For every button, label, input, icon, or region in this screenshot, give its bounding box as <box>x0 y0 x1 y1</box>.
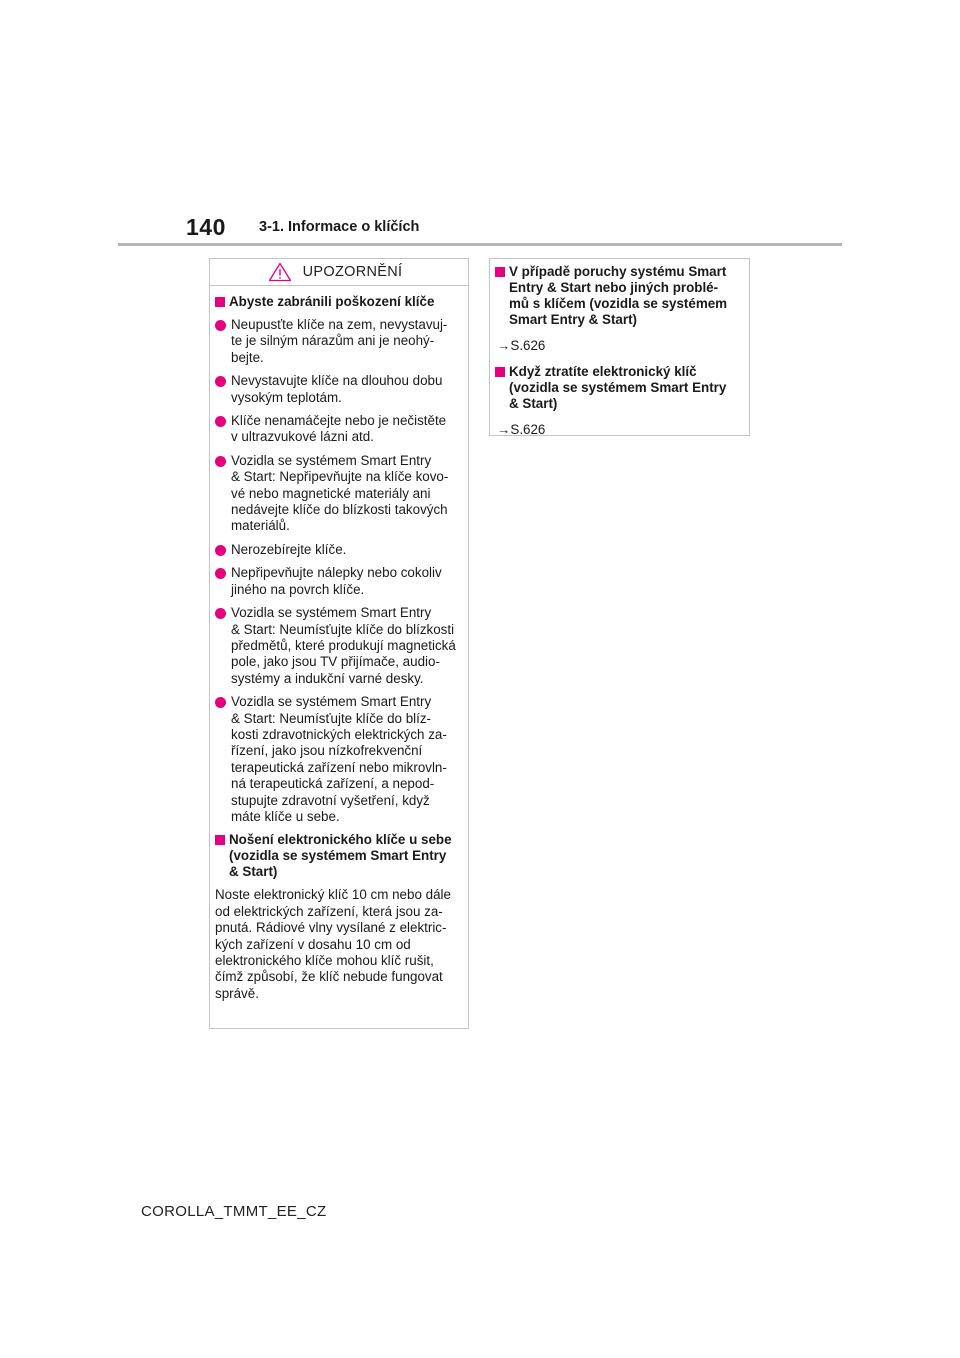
page-reference[interactable]: →S.626 <box>497 422 546 437</box>
bullet-line: řízení, jako jsou nízkofrekvenční <box>231 743 423 759</box>
bullet-line: Nerozebírejte klíče. <box>231 541 347 557</box>
bullet-line: ná terapeutická zařízení, a nepod- <box>231 776 435 792</box>
header-rule <box>118 243 842 246</box>
square-bullet-icon <box>495 267 505 277</box>
info-box <box>489 258 750 436</box>
heading-line: mů s klíčem (vozidla se systémem <box>509 296 728 311</box>
bullet-line: vé nebo magnetické materiály ani <box>231 485 431 501</box>
heading-line: Entry & Start nebo jiných problé- <box>509 280 719 295</box>
bullet-line: Vozidla se systémem Smart Entry <box>231 452 432 468</box>
bullet-line: pole, jako jsou TV přijímače, audio- <box>231 654 440 670</box>
info-heading <box>495 364 743 412</box>
caution-bullet <box>215 373 462 406</box>
caution-bullet <box>215 453 462 535</box>
bullet-line: vysokým teplotám. <box>231 389 342 405</box>
caution-box <box>209 258 469 1029</box>
heading-line: & Start) <box>229 864 278 880</box>
heading-line: (vozidla se systémem Smart Entry <box>229 848 447 864</box>
bullet-line: předmětů, které produkují magnetická <box>231 637 456 653</box>
paragraph-line: Noste elektronický klíč 10 cm nebo dále <box>215 887 451 903</box>
bullet-line: & Start: Neumísťujte klíče do blíz- <box>231 710 432 726</box>
paragraph-line: elektronického klíče mohou klíč rušit, <box>215 953 434 968</box>
circle-bullet-icon <box>215 456 226 467</box>
bullet-line: Vozidla se systémem Smart Entry <box>231 694 432 710</box>
caution-bullet <box>215 317 462 366</box>
bullet-line: terapeutická zařízení nebo mikrovln- <box>231 759 447 775</box>
bullet-line: v ultrazvukové lázni atd. <box>231 429 374 445</box>
warning-triangle-icon <box>268 262 292 282</box>
paragraph <box>215 887 462 1002</box>
paragraph-line: od elektrických zařízení, která jsou za- <box>215 903 443 919</box>
caution-bullet <box>215 565 462 598</box>
caution-bullet <box>215 413 462 446</box>
page-reference[interactable]: →S.626 <box>497 338 546 353</box>
bullet-line: Nepřipevňujte nálepky nebo cokoliv <box>231 565 442 581</box>
bullet-line: Nevystavujte klíče na dlouhou dobu <box>231 373 443 389</box>
bullet-line: materiálů. <box>231 518 290 534</box>
heading-line: (vozidla se systémem Smart Entry <box>509 380 727 395</box>
circle-bullet-icon <box>215 376 226 387</box>
heading-line: & Start) <box>509 396 558 411</box>
section-heading <box>215 294 462 310</box>
bullet-line: nedávejte klíče do blízkosti takových <box>231 502 448 518</box>
caution-header <box>210 259 468 286</box>
info-heading <box>495 264 743 328</box>
square-bullet-icon <box>215 835 225 845</box>
square-bullet-icon <box>495 367 505 377</box>
heading-line: Nošení elektronického klíče u sebe <box>229 832 452 848</box>
heading-line: Když ztratíte elektronický klíč <box>509 364 697 379</box>
bullet-line: jiného na povrch klíče. <box>231 581 365 597</box>
heading-lines <box>509 264 743 328</box>
bullet-line: & Start: Neumísťujte klíče do blízkosti <box>231 621 455 637</box>
bullet-line: stupujte zdravotní vyšetření, když <box>231 792 430 808</box>
document-code: COROLLA_TMMT_EE_CZ <box>141 1203 327 1220</box>
page-number: 140 <box>186 214 226 240</box>
circle-bullet-icon <box>215 568 226 579</box>
bullet-line: Neupusťte klíče na zem, nevystavuj- <box>231 317 448 332</box>
heading-line: Smart Entry & Start) <box>509 312 637 327</box>
bullet-line: & Start: Nepřipevňujte na klíče kovo- <box>231 469 449 485</box>
heading-lines <box>509 364 743 412</box>
bullet-line: systémy a indukční varné desky. <box>231 670 424 686</box>
paragraph-line: kých zařízení v dosahu 10 cm od <box>215 936 411 952</box>
square-bullet-icon <box>215 297 225 307</box>
caution-bullet <box>215 605 462 687</box>
paragraph-line: pnutá. Rádiové vlny vysílané z elektric- <box>215 920 447 936</box>
circle-bullet-icon <box>215 608 226 619</box>
bullet-line: máte klíče u sebe. <box>231 808 340 824</box>
circle-bullet-icon <box>215 545 226 556</box>
bullet-line: te je silným nárazům ani je neohý- <box>231 333 435 349</box>
caution-bullet <box>215 694 462 825</box>
section-heading <box>215 832 462 880</box>
bullet-line: Vozidla se systémem Smart Entry <box>231 605 432 621</box>
bullet-line: bejte. <box>231 349 264 365</box>
section-title: 3-1. Informace o klíčích <box>259 219 420 235</box>
heading-line: V případě poruchy systému Smart <box>509 264 727 279</box>
heading-lines <box>229 832 462 880</box>
circle-bullet-icon <box>215 697 226 708</box>
caution-bullet <box>215 542 462 558</box>
heading-text: Abyste zabránili poškození klíče <box>229 294 435 309</box>
paragraph-line: čímž způsobí, že klíč nebude fungovat <box>215 969 443 985</box>
circle-bullet-icon <box>215 416 226 427</box>
bullet-line: Klíče nenamáčejte nebo je nečistěte <box>231 413 447 429</box>
paragraph-line: správě. <box>215 985 259 1001</box>
caution-label: UPOZORNĚNÍ <box>302 264 403 280</box>
bullet-line: kosti zdravotnických elektrických za- <box>231 726 447 742</box>
circle-bullet-icon <box>215 320 226 331</box>
